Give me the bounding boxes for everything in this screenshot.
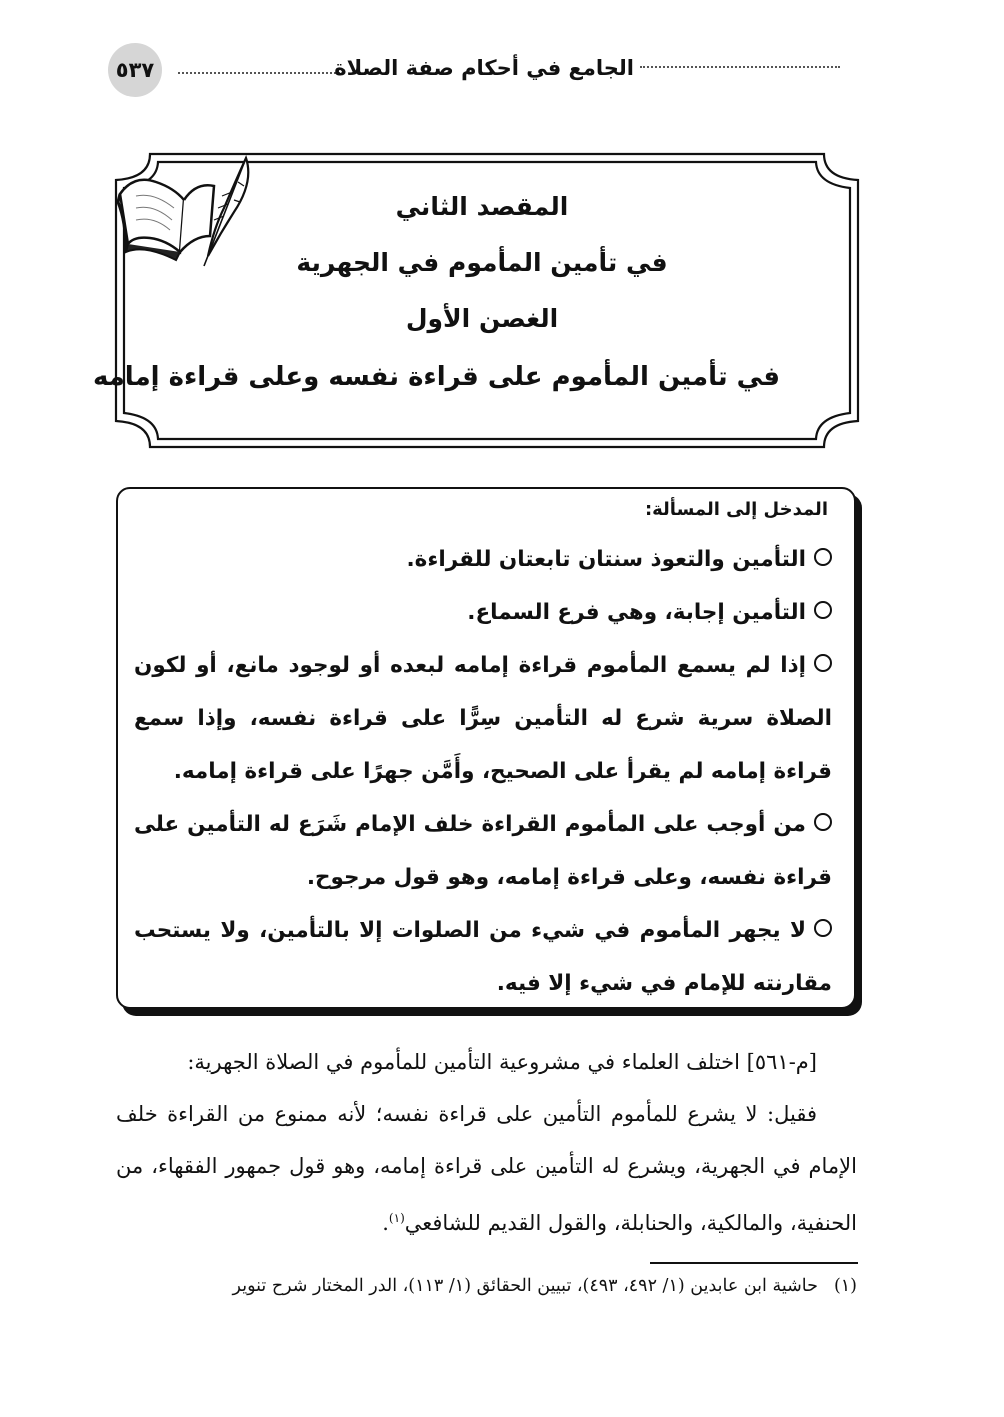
- section-subtitle: في تأمين المأموم في الجهرية: [296, 248, 668, 277]
- header-dotted-leader: [178, 72, 344, 74]
- header-dotted-leader: [640, 66, 840, 68]
- footnote-text: حاشية ابن عابدين (١/ ٤٩٢، ٤٩٣)، تبيين الحقائق (١/ ١١٣)، الدر المختار شرح تنوير: [232, 1276, 818, 1296]
- title-panel: [92, 152, 860, 449]
- body-text: [116, 1036, 857, 1249]
- summary-list: [134, 533, 832, 1010]
- subsection-subtitle: في تأمين المأموم على قراءة نفسه وعلى قراءة إمامه: [92, 362, 780, 392]
- footnote-divider: [650, 1262, 858, 1264]
- summary-item: إذا لم يسمع المأموم قراءة إمامه لبعده أو لوجود مانع، أو لكون الصلاة سرية شرع له التأمين سِرًّا على قراءة نفسه، وإذا سمع قراءة إمامه لم يقرأ على الصحيح، وأَمَّن جهرًا على قراءة إمامه.: [134, 653, 832, 784]
- summary-heading: المدخل إلى المسألة:: [644, 499, 828, 520]
- footnote-number: (١): [833, 1276, 857, 1296]
- summary-item: التأمين والتعوذ سنتان تابعتان للقراءة.: [134, 533, 832, 586]
- book-and-quill-icon: [114, 152, 264, 272]
- body-paragraph: [م-٥٦١] اختلف العلماء في مشروعية التأمين للمأموم في الصلاة الجهرية:: [187, 1050, 817, 1074]
- hollow-circle-bullet-icon: [814, 601, 832, 619]
- section-title: المقصد الثاني: [395, 192, 569, 221]
- summary-item: لا يجهر المأموم في شيء من الصلوات إلا بالتأمين، ولا يستحب مقارنته للإمام في شيء إلا فيه.: [134, 918, 832, 996]
- summary-item: التأمين إجابة، وهي فرع السماع.: [134, 586, 832, 639]
- hollow-circle-bullet-icon: [814, 919, 832, 937]
- running-title: الجامع في أحكام صفة الصلاة: [334, 56, 634, 80]
- hollow-circle-bullet-icon: [814, 813, 832, 831]
- body-paragraph: فقيل: لا يشرع للمأموم التأمين على قراءة نفسه؛ لأنه ممنوع من القراءة خلف الإمام في الجهرية، ويشرع له التأمين على قراءة إمامه، وهو قول جمهور الفقهاء، من الحنفية، والمالكية، والحنابلة، والقول القديم للشافعي$^{(١)}$.: [116, 1102, 857, 1235]
- page-number: ٥٣٧: [108, 43, 162, 97]
- summary-box: [116, 487, 856, 1009]
- footnote: [110, 1276, 857, 1296]
- subsection-title: الغصن الأول: [405, 304, 559, 333]
- hollow-circle-bullet-icon: [814, 654, 832, 672]
- footnote-reference[interactable]: (١): [388, 1211, 405, 1225]
- summary-item: من أوجب على المأموم القراءة خلف الإمام شَرَع له التأمين على قراءة نفسه، وعلى قراءة إمامه، وهو قول مرجوح.: [134, 812, 832, 890]
- hollow-circle-bullet-icon: [814, 548, 832, 566]
